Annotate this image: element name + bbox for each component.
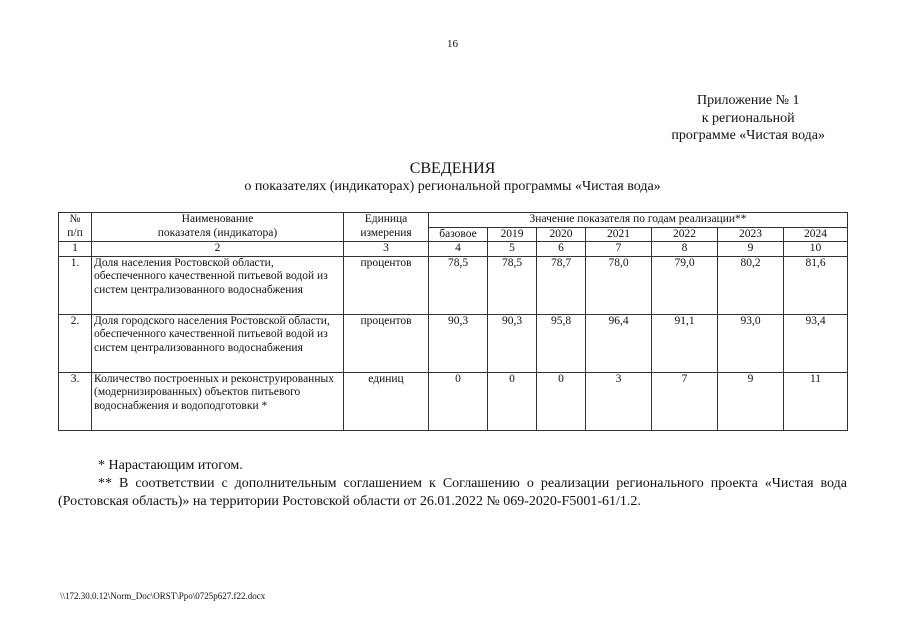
appendix-block — [671, 92, 825, 145]
header-name — [92, 213, 344, 242]
unit-cell: процентов — [344, 314, 429, 372]
page-number: 16 — [447, 38, 458, 50]
column-number: 6 — [537, 242, 586, 257]
value-cell: 79,0 — [652, 256, 718, 314]
column-number: 1 — [59, 242, 92, 257]
header-year: базовое — [429, 227, 488, 242]
column-number: 5 — [488, 242, 537, 257]
row-number: 2. — [59, 314, 92, 372]
indicator-name: Доля городского населения Ростовской области, обеспеченного качественной питьевой водой из систем централизованного водоснабжения — [92, 314, 344, 372]
value-cell: 3 — [586, 372, 652, 430]
value-cell: 80,2 — [718, 256, 784, 314]
header-year: 2020 — [537, 227, 586, 242]
column-number: 8 — [652, 242, 718, 257]
column-number-row — [59, 242, 848, 257]
indicators-table — [58, 212, 848, 431]
document-subtitle: о показателях (индикаторах) региональной программы «Чистая вода» — [244, 179, 661, 194]
value-cell: 7 — [652, 372, 718, 430]
indicator-name: Количество построенных и реконструированных (модернизированных) объектов питьевого водоснабжения и водоподготовки * — [92, 372, 344, 430]
appendix-line-1: Приложение № 1 — [696, 93, 800, 108]
table-row — [59, 256, 848, 314]
column-number: 2 — [92, 242, 344, 257]
appendix-line-3: программе «Чистая вода» — [671, 128, 825, 143]
appendix-line-2: к региональной — [701, 110, 795, 126]
table-header-row-1 — [59, 213, 848, 228]
document-title: СВЕДЕНИЯ — [409, 160, 496, 177]
table-row — [59, 372, 848, 430]
note-cumulative: * Нарастающим итогом. — [98, 458, 243, 473]
header-year: 2022 — [652, 227, 718, 242]
header-no — [59, 213, 92, 242]
value-cell: 81,6 — [784, 256, 848, 314]
header-unit-line1: Единица — [364, 213, 408, 225]
value-cell: 90,3 — [488, 314, 537, 372]
value-cell: 93,4 — [784, 314, 848, 372]
header-name-line2: показателя (индикатора) — [157, 226, 278, 239]
header-year: 2021 — [586, 227, 652, 242]
value-cell: 96,4 — [586, 314, 652, 372]
column-number: 9 — [718, 242, 784, 257]
value-cell: 0 — [537, 372, 586, 430]
value-cell: 78,5 — [429, 256, 488, 314]
header-year: 2023 — [718, 227, 784, 242]
header-no-line2: п/п — [67, 226, 83, 239]
row-number: 3. — [59, 372, 92, 430]
value-cell: 0 — [429, 372, 488, 430]
header-name-line1: Наименование — [181, 213, 254, 225]
value-cell: 90,3 — [429, 314, 488, 372]
value-cell: 93,0 — [718, 314, 784, 372]
value-cell: 78,7 — [537, 256, 586, 314]
row-number: 1. — [59, 256, 92, 314]
column-number: 3 — [344, 242, 429, 257]
unit-cell: единиц — [344, 372, 429, 430]
column-number: 4 — [429, 242, 488, 257]
header-values-group: Значение показателя по годам реализации** — [429, 213, 848, 228]
value-cell: 78,5 — [488, 256, 537, 314]
header-year: 2024 — [784, 227, 848, 242]
header-unit-line2: измерения — [360, 226, 412, 239]
indicator-name: Доля населения Ростовской области, обеспеченного качественной питьевой водой из систем централизованного водоснабжения — [92, 256, 344, 314]
column-number: 10 — [784, 242, 848, 257]
value-cell: 0 — [488, 372, 537, 430]
value-cell: 91,1 — [652, 314, 718, 372]
header-no-line1: № — [69, 213, 81, 225]
column-number: 7 — [586, 242, 652, 257]
notes-block — [58, 457, 847, 511]
header-unit — [344, 213, 429, 242]
value-cell: 9 — [718, 372, 784, 430]
table-row — [59, 314, 848, 372]
file-path-footer: \\172.30.0.12\Norm_Doc\ORST\Ppo\0725p627.f22.docx — [60, 591, 266, 601]
unit-cell: процентов — [344, 256, 429, 314]
header-year: 2019 — [488, 227, 537, 242]
value-cell: 95,8 — [537, 314, 586, 372]
note-agreement: ** В соответствии с дополнительным соглашением к Соглашению о реализации регионального проекта «Чистая вода (Ростовская область)» на территории Ростовской области от 26.01.2022 № 069-2020-F5001-61/1.2. — [58, 476, 847, 509]
value-cell: 78,0 — [586, 256, 652, 314]
value-cell: 11 — [784, 372, 848, 430]
